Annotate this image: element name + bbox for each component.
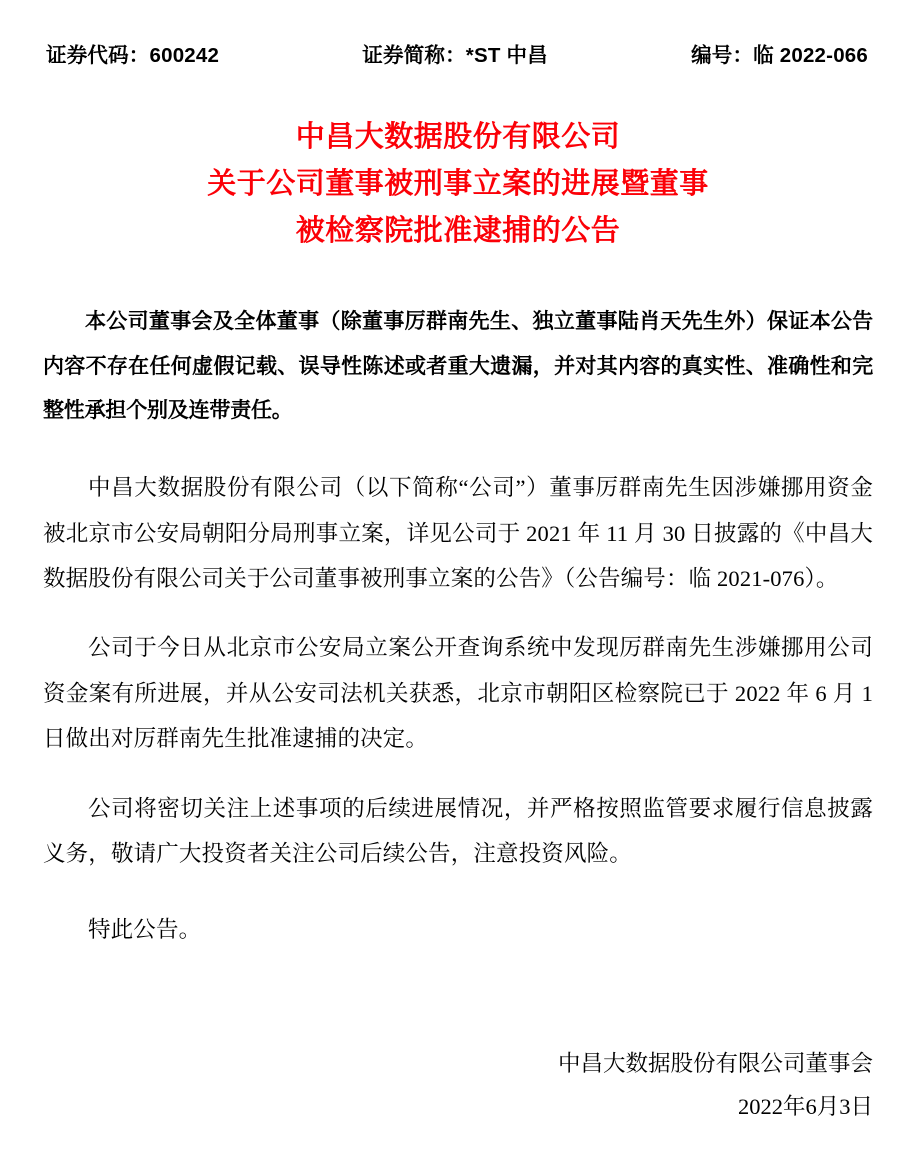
closing-statement: 特此公告。 xyxy=(88,916,202,942)
body-paragraph-1: 中昌大数据股份有限公司（以下简称“公司”）董事厉群南先生因涉嫌挪用资金被北京市公安局朝阳分局刑事立案，详见公司于 2021 年 11 月 30 日披露的《中昌大数据股份有限公司关于公司董事被刑事立案的公告》（公告编号：临 2021-076）。 xyxy=(43,475,873,591)
announcement-number: 编号：临 2022-066 xyxy=(691,44,868,67)
body-paragraph-2: 公司于今日从北京市公安局立案公开查询系统中发现厉群南先生涉嫌挪用公司资金案有所进展，并从公安司法机关获悉，北京市朝阳区检察院已于 2022 年 6 月 1 日做出对厉群南先生批准逮捕的决定。 xyxy=(43,635,873,752)
body-paragraph-3: 公司将密切关注上述事项的后续进展情况，并严格按照监管要求履行信息披露义务，敬请广大投资者关注公司后续公告，注意投资风险。 xyxy=(43,795,873,867)
title-line-3: 被检察院批准逮捕的公告 xyxy=(295,214,621,247)
signature-block xyxy=(558,1042,873,1128)
security-code: 证券代码：600242 xyxy=(46,44,220,67)
title-line-1: 中昌大数据股份有限公司 xyxy=(295,121,621,153)
signature-issuer: 中昌大数据股份有限公司董事会 xyxy=(557,1050,873,1076)
security-abbreviation: 证券简称：*ST 中昌 xyxy=(362,44,548,67)
title-line-2: 关于公司董事被刑事立案的进展暨董事 xyxy=(207,167,709,200)
disclaimer-paragraph: 本公司董事会及全体董事（除董事厉群南先生、独立董事陆肖天先生外）保证本公告内容不存在任何虚假记载、误导性陈述或者重大遗漏，并对其内容的真实性、准确性和完整性承担个别及连带责任。 xyxy=(43,308,873,423)
announcement-body xyxy=(0,299,916,952)
document-header xyxy=(0,0,916,68)
page-title xyxy=(0,114,916,255)
signature-date: 2022年6月3日 xyxy=(737,1093,873,1119)
